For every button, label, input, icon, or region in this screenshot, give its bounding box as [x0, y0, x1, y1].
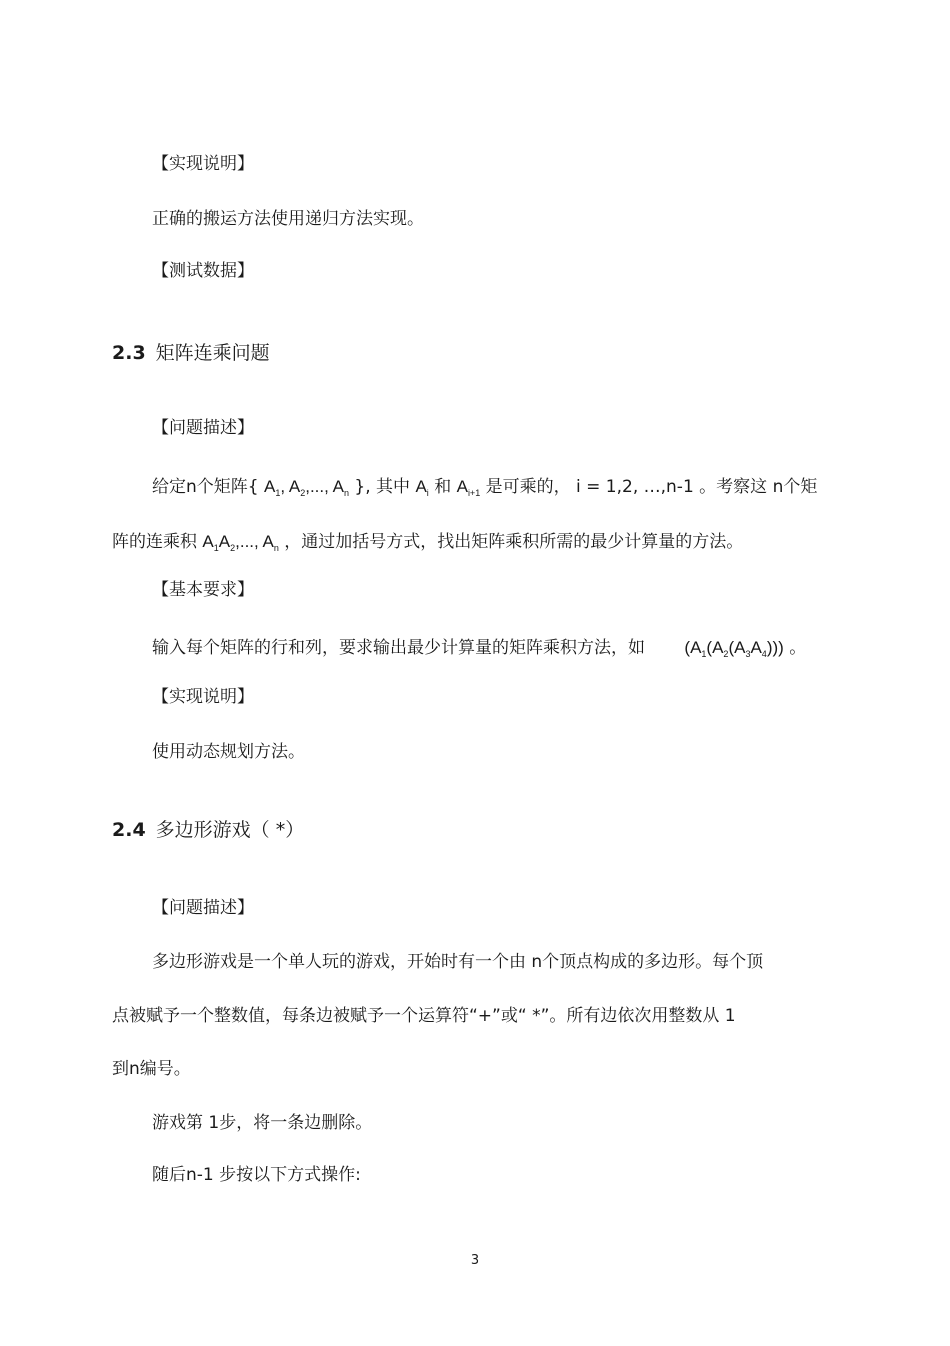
- heading-2-3-number: 2.3: [112, 342, 146, 364]
- desc-line-2: [112, 530, 743, 560]
- req-label: 【基本要求】: [152, 580, 254, 600]
- matrix-set: $A_1$, $A_2$,..., $A_n$: [264, 477, 349, 498]
- polygon-para-4: 游戏第 1步，将一条边删除。: [152, 1113, 373, 1133]
- test-label: 【测试数据】: [152, 261, 254, 281]
- heading-2-3-title: 矩阵连乘问题: [155, 342, 270, 364]
- matrix-ai1: $A_{i+1}$: [456, 477, 481, 498]
- polygon-para-1: 多边形游戏是一个单人玩的游戏，开始时有一个由 n个顶点构成的多边形。每个顶: [152, 952, 764, 972]
- polygon-para-2: 点被赋予一个整数值，每条边被赋予一个运算符“+”或“ *”。所有边依次用整数从 1: [112, 1006, 736, 1026]
- desc2-text-a: 阵的连乘积: [112, 532, 197, 552]
- heading-2-4: [112, 817, 304, 843]
- impl-text-1: 正确的搬运方法使用递归方法实现。: [152, 209, 424, 229]
- matrix-product: $A_1A_2$,..., $A_n$: [202, 532, 279, 553]
- desc2-text-b: ，通过加括号方式，找出矩阵乘积所需的最少计算量的方法。: [284, 532, 744, 552]
- polygon-para-3: 到n编号。: [112, 1059, 191, 1079]
- polygon-para-5: 随后n-1 步按以下方式操作:: [152, 1165, 361, 1185]
- req-formula: $(A_1(A_2(A_3A_4)))$: [684, 638, 784, 659]
- heading-2-3: [112, 340, 270, 366]
- impl-label-2-3: 【实现说明】: [152, 687, 254, 707]
- heading-2-4-title: 多边形游戏（ *）: [155, 819, 305, 841]
- desc-text-a: 给定n个矩阵{: [152, 477, 259, 497]
- req-line: [152, 636, 806, 666]
- heading-2-4-number: 2.4: [112, 819, 146, 841]
- desc-label-2-4: 【问题描述】: [152, 898, 254, 918]
- req-text-b: 。: [789, 638, 807, 658]
- desc-text-c: 和: [434, 477, 452, 497]
- page-number: 3: [470, 1253, 480, 1268]
- req-text-a: 输入每个矩阵的行和列，要求输出最少计算量的矩阵乘积方法，如: [152, 638, 645, 658]
- desc-text-d: 是可乘的， i = 1,2, …,n-1 。考察这 n个矩: [485, 477, 818, 497]
- impl-text-2-3: 使用动态规划方法。: [152, 742, 305, 762]
- desc-text-b: }, 其中: [354, 477, 411, 497]
- impl-label-1: 【实现说明】: [152, 154, 254, 174]
- desc-label-2-3: 【问题描述】: [152, 418, 254, 438]
- matrix-ai: $A_i$: [415, 477, 429, 498]
- desc-line-1: [152, 475, 817, 505]
